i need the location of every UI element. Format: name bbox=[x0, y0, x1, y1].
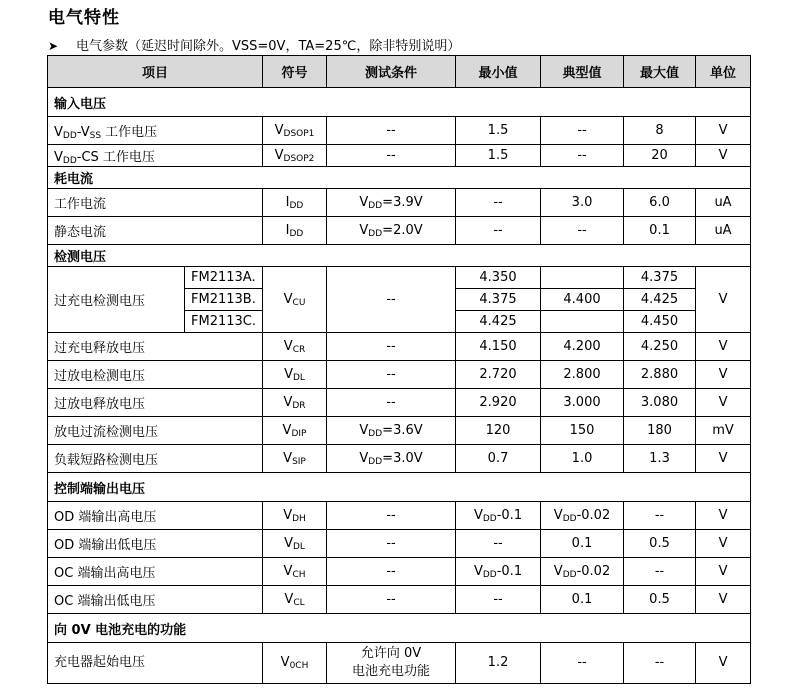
param-max: 3.080 bbox=[624, 389, 696, 417]
param-min: -- bbox=[456, 586, 541, 614]
param-unit: V bbox=[696, 445, 751, 473]
header-item: 项目 bbox=[48, 56, 263, 88]
param-name: OD 端输出低电压 bbox=[48, 530, 263, 558]
param-min: 4.375 bbox=[456, 289, 541, 311]
param-name: 负载短路检测电压 bbox=[48, 445, 263, 473]
model-variant: FM2113B. bbox=[185, 289, 263, 311]
param-condition: -- bbox=[327, 361, 456, 389]
table-row bbox=[48, 643, 751, 684]
table-row bbox=[48, 267, 751, 289]
param-name: 过充电释放电压 bbox=[48, 333, 263, 361]
param-max: 0.5 bbox=[624, 586, 696, 614]
param-condition: -- bbox=[327, 530, 456, 558]
param-symbol: $V_{CU}$ bbox=[263, 267, 327, 333]
param-typ: 0.1 bbox=[541, 530, 624, 558]
model-variant: FM2113C. bbox=[185, 311, 263, 333]
header-typ: 典型值 bbox=[541, 56, 624, 88]
param-min: 120 bbox=[456, 417, 541, 445]
table-row bbox=[48, 389, 751, 417]
section-label: 控制端输出电压 bbox=[48, 473, 751, 502]
table-row bbox=[48, 145, 751, 167]
param-unit: V bbox=[696, 389, 751, 417]
param-min: -- bbox=[456, 189, 541, 217]
section-label: 向 0V 电池充电的功能 bbox=[48, 614, 751, 643]
header-max: 最大值 bbox=[624, 56, 696, 88]
section-row-current bbox=[48, 167, 751, 189]
param-condition: -- bbox=[327, 558, 456, 586]
param-condition: -- bbox=[327, 389, 456, 417]
param-min: $V_{DD}-0.1$ bbox=[456, 502, 541, 530]
table-row bbox=[48, 502, 751, 530]
param-min: 1.5 bbox=[456, 145, 541, 167]
param-symbol: $I_{DD}$ bbox=[263, 217, 327, 245]
param-unit: V bbox=[696, 502, 751, 530]
param-typ bbox=[541, 311, 624, 333]
param-max: -- bbox=[624, 558, 696, 586]
table-row bbox=[48, 117, 751, 145]
param-unit: V bbox=[696, 558, 751, 586]
param-min: -- bbox=[456, 217, 541, 245]
table-row bbox=[48, 189, 751, 217]
param-max: -- bbox=[624, 643, 696, 684]
param-max: 0.5 bbox=[624, 530, 696, 558]
param-max: -- bbox=[624, 502, 696, 530]
param-condition: $V_{DD}=3.9V$ bbox=[327, 189, 456, 217]
param-typ: $V_{DD}-0.02$ bbox=[541, 502, 624, 530]
param-symbol: $V_{DSOP1}$ bbox=[263, 117, 327, 145]
param-name: 静态电流 bbox=[48, 217, 263, 245]
param-max: 0.1 bbox=[624, 217, 696, 245]
param-unit: V bbox=[696, 643, 751, 684]
param-unit: V bbox=[696, 145, 751, 167]
bullet-arrow-icon: ➤ bbox=[48, 39, 59, 53]
table-row bbox=[48, 417, 751, 445]
param-unit: V bbox=[696, 586, 751, 614]
param-typ: 3.0 bbox=[541, 189, 624, 217]
param-symbol: $I_{DD}$ bbox=[263, 189, 327, 217]
param-typ: -- bbox=[541, 145, 624, 167]
param-min: 0.7 bbox=[456, 445, 541, 473]
param-typ: 150 bbox=[541, 417, 624, 445]
param-typ: 4.200 bbox=[541, 333, 624, 361]
section-label: 耗电流 bbox=[48, 167, 751, 189]
param-max: 180 bbox=[624, 417, 696, 445]
param-max: 2.880 bbox=[624, 361, 696, 389]
param-min: -- bbox=[456, 530, 541, 558]
param-symbol: $V_{0CH}$ bbox=[263, 643, 327, 684]
param-typ: 1.0 bbox=[541, 445, 624, 473]
param-typ bbox=[541, 267, 624, 289]
param-unit: V bbox=[696, 361, 751, 389]
param-condition: $V_{DD}=3.6V$ bbox=[327, 417, 456, 445]
param-max: 4.250 bbox=[624, 333, 696, 361]
param-name: 放电过流检测电压 bbox=[48, 417, 263, 445]
section-row-detect-voltage bbox=[48, 245, 751, 267]
param-typ: 4.400 bbox=[541, 289, 624, 311]
header-min: 最小值 bbox=[456, 56, 541, 88]
section-row-input-voltage bbox=[48, 88, 751, 117]
param-unit: V bbox=[696, 267, 751, 333]
param-unit: mV bbox=[696, 417, 751, 445]
param-unit: uA bbox=[696, 189, 751, 217]
table-row bbox=[48, 558, 751, 586]
param-condition: -- bbox=[327, 586, 456, 614]
param-name: 充电器起始电压 bbox=[48, 643, 263, 684]
param-condition: -- bbox=[327, 267, 456, 333]
param-symbol: $V_{DSOP2}$ bbox=[263, 145, 327, 167]
param-symbol: $V_{DIP}$ bbox=[263, 417, 327, 445]
param-typ: 0.1 bbox=[541, 586, 624, 614]
param-name: OD 端输出高电压 bbox=[48, 502, 263, 530]
param-min: $V_{DD}-0.1$ bbox=[456, 558, 541, 586]
header-unit: 单位 bbox=[696, 56, 751, 88]
param-typ: 2.800 bbox=[541, 361, 624, 389]
param-max: 20 bbox=[624, 145, 696, 167]
subtitle-text: 电气参数（延迟时间除外。VSS=0V，TA=25℃，除非特别说明） bbox=[76, 39, 461, 54]
param-unit: V bbox=[696, 333, 751, 361]
param-name: 过充电检测电压 bbox=[48, 267, 185, 333]
param-condition: -- bbox=[327, 145, 456, 167]
param-min: 4.425 bbox=[456, 311, 541, 333]
param-unit: uA bbox=[696, 217, 751, 245]
param-symbol: $V_{CH}$ bbox=[263, 558, 327, 586]
param-max: 6.0 bbox=[624, 189, 696, 217]
param-condition: -- bbox=[327, 117, 456, 145]
page-title: 电气特性 bbox=[48, 8, 120, 28]
param-condition: -- bbox=[327, 333, 456, 361]
param-symbol: $V_{CR}$ bbox=[263, 333, 327, 361]
param-typ: 3.000 bbox=[541, 389, 624, 417]
table-row bbox=[48, 217, 751, 245]
param-unit: V bbox=[696, 530, 751, 558]
param-symbol: $V_{DL}$ bbox=[263, 530, 327, 558]
param-condition: -- bbox=[327, 502, 456, 530]
param-typ: -- bbox=[541, 117, 624, 145]
table-row bbox=[48, 361, 751, 389]
subtitle bbox=[48, 35, 460, 54]
param-name: $V_{DD}-V_{SS}$ 工作电压 bbox=[48, 117, 263, 145]
header-symbol: 符号 bbox=[263, 56, 327, 88]
param-min: 2.920 bbox=[456, 389, 541, 417]
param-max: 4.425 bbox=[624, 289, 696, 311]
param-name: OC 端输出低电压 bbox=[48, 586, 263, 614]
param-name: OC 端输出高电压 bbox=[48, 558, 263, 586]
param-condition: $V_{DD}=3.0V$ bbox=[327, 445, 456, 473]
param-symbol: $V_{SIP}$ bbox=[263, 445, 327, 473]
param-name: $V_{DD}-CS$ 工作电压 bbox=[48, 145, 263, 167]
table-header-row bbox=[48, 56, 751, 88]
param-max: 4.375 bbox=[624, 267, 696, 289]
section-label: 输入电压 bbox=[48, 88, 751, 117]
param-max: 8 bbox=[624, 117, 696, 145]
param-symbol: $V_{DH}$ bbox=[263, 502, 327, 530]
model-variant: FM2113A. bbox=[185, 267, 263, 289]
table-row bbox=[48, 445, 751, 473]
param-symbol: $V_{DL}$ bbox=[263, 361, 327, 389]
table-row bbox=[48, 530, 751, 558]
section-row-control-output bbox=[48, 473, 751, 502]
param-condition: 允许向 0V 电池充电功能 bbox=[327, 643, 456, 684]
section-row-zero-v-charging bbox=[48, 614, 751, 643]
electrical-parameters-table bbox=[47, 55, 751, 684]
param-unit: V bbox=[696, 117, 751, 145]
param-max: 4.450 bbox=[624, 311, 696, 333]
table-row bbox=[48, 586, 751, 614]
param-min: 1.5 bbox=[456, 117, 541, 145]
param-min: 1.2 bbox=[456, 643, 541, 684]
param-min: 4.350 bbox=[456, 267, 541, 289]
param-name: 过放电释放电压 bbox=[48, 389, 263, 417]
param-condition: $V_{DD}=2.0V$ bbox=[327, 217, 456, 245]
param-symbol: $V_{DR}$ bbox=[263, 389, 327, 417]
param-name: 工作电流 bbox=[48, 189, 263, 217]
param-min: 4.150 bbox=[456, 333, 541, 361]
param-min: 2.720 bbox=[456, 361, 541, 389]
param-typ: -- bbox=[541, 217, 624, 245]
param-name: 过放电检测电压 bbox=[48, 361, 263, 389]
param-typ: $V_{DD}-0.02$ bbox=[541, 558, 624, 586]
section-label: 检测电压 bbox=[48, 245, 751, 267]
param-symbol: $V_{CL}$ bbox=[263, 586, 327, 614]
table-row bbox=[48, 333, 751, 361]
header-condition: 测试条件 bbox=[327, 56, 456, 88]
param-typ: -- bbox=[541, 643, 624, 684]
param-max: 1.3 bbox=[624, 445, 696, 473]
